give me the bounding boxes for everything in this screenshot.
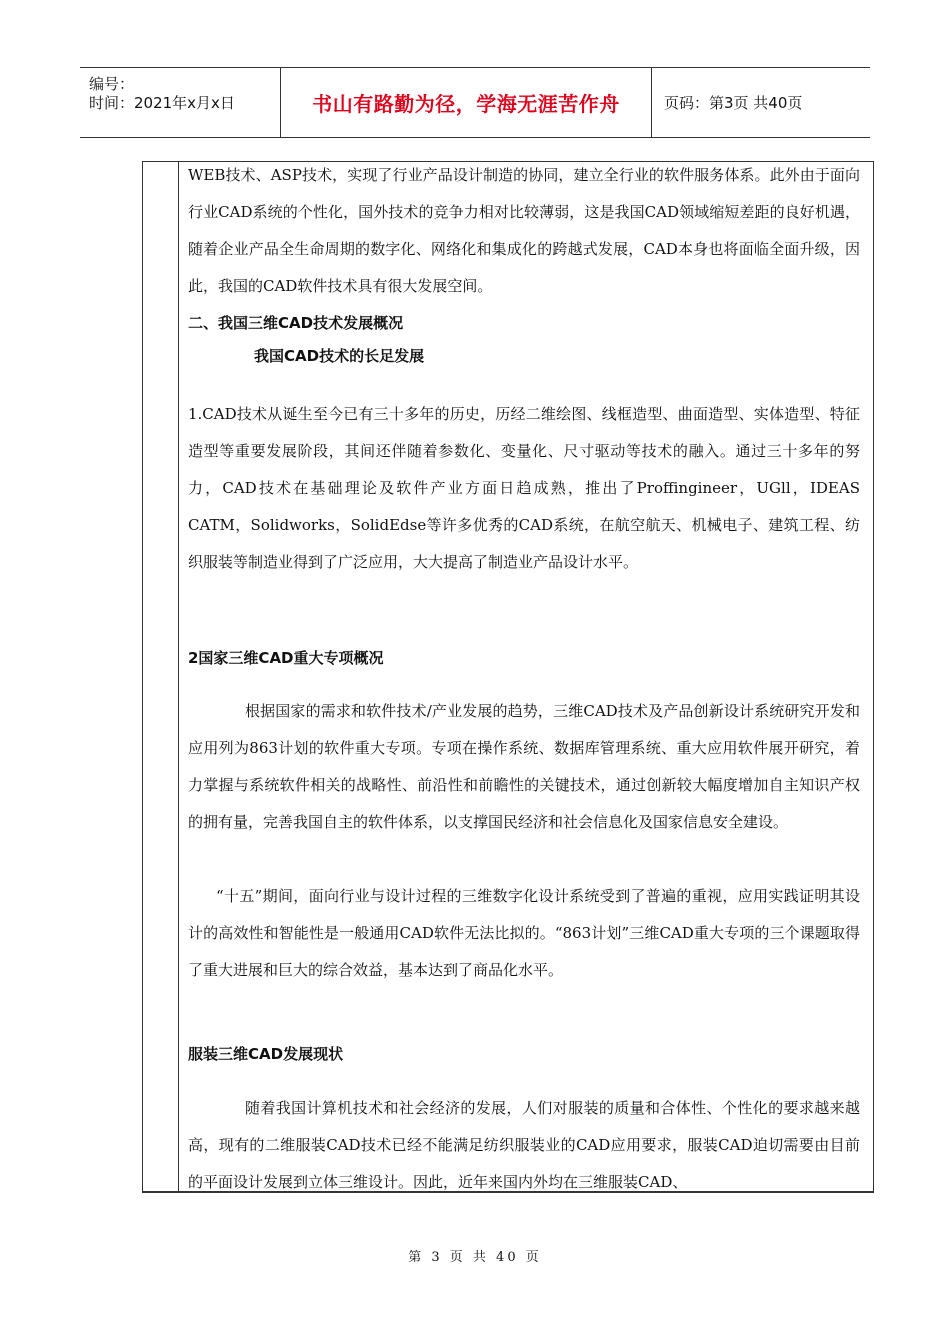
- paragraph-cad-services: WEB技术、ASP技术，实现了行业产品设计制造的协同，建立全行业的软件服务体系。此外由于面向行业CAD系统的个性化，国外技术的竞争力相对比较薄弱，这是我国CAD领域缩短差距的良好机遇，随着企业产品全生命周期的数字化、网络化和集成化的跨越式发展，CAD本身也将面临全面升级，因此，我国的CAD软件技术具有很大发展空间。: [188, 166, 860, 295]
- header-motto-cell: [281, 68, 652, 137]
- section-heading-national-project: 2国家三维CAD重大专项概况: [188, 649, 384, 667]
- header-meta-cell: [80, 68, 281, 137]
- paragraph-apparel-cad: 随着我国计算机技术和社会经济的发展，人们对服装的质量和合体性、个性化的要求越来越高，现有的二维服装CAD技术已经不能满足纺织服装业的CAD应用要求，服装CAD迫切需要由目前的平面设计发展到立体三维设计。因此，近年来国内外均在三维服装CAD、: [188, 1099, 860, 1191]
- paragraph-national-project: 根据国家的需求和软件技术/产业发展的趋势，三维CAD技术及产品创新设计系统研究开发和应用列为863计划的软件重大专项。专项在操作系统、数据库管理系统、重大应用软件展开研究，着力掌握与系统软件相关的战略性、前沿性和前瞻性的关键技术，通过创新较大幅度增加自主知识产权的拥有量，完善我国自主的软件体系，以支撑国民经济和社会信息化及国家信息安全建设。: [188, 702, 860, 831]
- paragraph-tenth-five-year: “十五”期间，面向行业与设计过程的三维数字化设计系统受到了普遍的重视，应用实践证明其设计的高效性和智能性是一般通用CAD软件无法比拟的。“863计划”三维CAD重大专项的三个课题取得了重大进展和巨大的综合效益，基本达到了商品化水平。: [188, 887, 860, 979]
- page-info: 页码：第3页 共40页: [664, 94, 803, 112]
- section-heading-apparel-cad: 服装三维CAD发展现状: [188, 1045, 344, 1063]
- frame-left-column: [143, 162, 179, 1191]
- header-table: [80, 67, 870, 138]
- paragraph-cad-history: 1.CAD技术从诞生至今已有三十多年的历史，历经二维绘图、线框造型、曲面造型、实体造型、特征造型等重要发展阶段，其间还伴随着参数化、变量化、尺寸驱动等技术的融入。通过三十多年的努力，CAD技术在基础理论及软件产业方面日趋成熟，推出了Proffingineer，UGll，IDEAS CATM，Solidworks，SolidEdse等许多优秀的CAD系统，在航空航天、机械电子、建筑工程、纺织服装等制造业得到了广泛应用，大大提高了制造业产品设计水平。: [188, 405, 860, 571]
- document-number-label: 编号：: [89, 75, 135, 93]
- document-time-label: 时间：2021年x月x日: [89, 94, 235, 112]
- motto-text: 书山有路勤为径，学海无涯苦作舟: [312, 92, 620, 116]
- page-footer: 第 3 页 共 40 页: [408, 1250, 542, 1265]
- section-heading-3d-cad: 二、我国三维CAD技术发展概况: [188, 314, 404, 332]
- subheading-cad-development: 我国CAD技术的长足发展: [254, 347, 425, 365]
